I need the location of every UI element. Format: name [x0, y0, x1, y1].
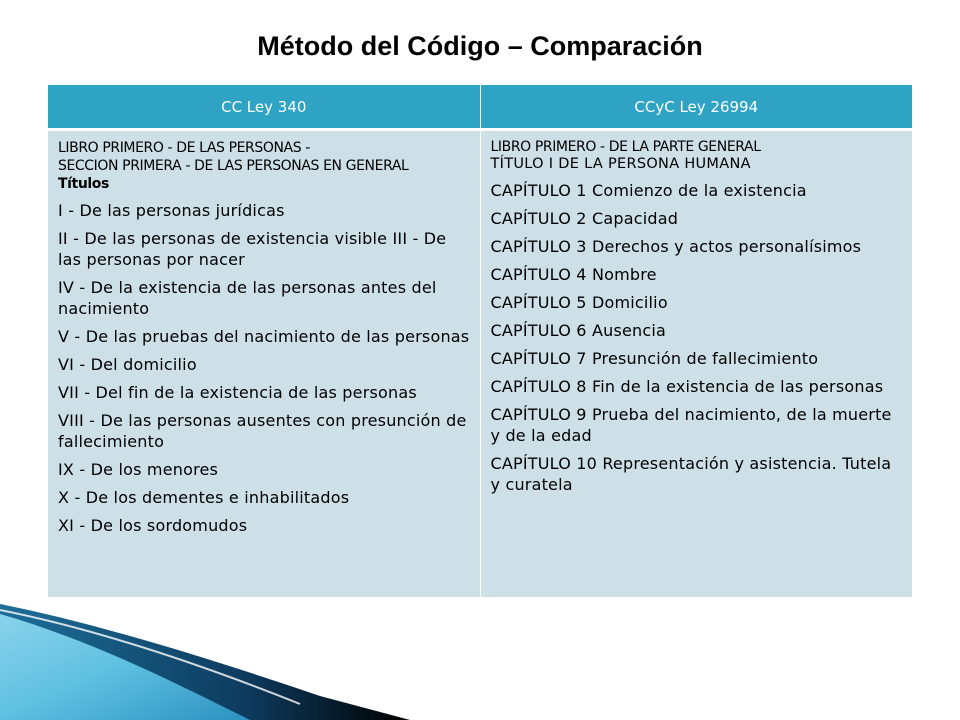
list-item: CAPÍTULO 6 Ausencia — [490, 321, 667, 340]
list-item: IV - De la existencia de las personas antes del nacimiento — [58, 278, 437, 318]
ccyc-heading-line: LIBRO PRIMERO - DE LA PARTE GENERAL — [490, 139, 761, 155]
slide-title: Método del Código – Comparación — [257, 31, 703, 61]
table-row — [48, 130, 912, 598]
cc-heading-line: LIBRO PRIMERO - DE LAS PERSONAS - — [58, 140, 310, 156]
ccyc-heading — [491, 139, 903, 173]
ccyc-heading-line: TÍTULO I DE LA PERSONA HUMANA — [490, 156, 751, 172]
list-item: CAPÍTULO 2 Capacidad — [490, 209, 679, 228]
list-item: X - De los dementes e inhabilitados — [58, 488, 350, 507]
list-item: CAPÍTULO 8 Fin de la existencia de las personas — [490, 377, 884, 396]
list-item: VII - Del fin de la existencia de las personas — [58, 383, 417, 402]
cc-heading — [58, 139, 470, 193]
list-item: CAPÍTULO 5 Domicilio — [490, 293, 668, 312]
cc-subheading: Títulos — [58, 176, 109, 192]
list-item: CAPÍTULO 4 Nombre — [490, 265, 657, 284]
list-item: CAPÍTULO 3 Derechos y actos personalísimos — [490, 237, 862, 256]
list-item: VI - Del domicilio — [58, 355, 197, 374]
list-item: CAPÍTULO 1 Comienzo de la existencia — [490, 181, 807, 200]
column-header-ccyc-ley-26994: CCyC Ley 26994 — [480, 85, 912, 130]
cc-heading-line: SECCION PRIMERA - DE LAS PERSONAS EN GENERAL — [58, 158, 409, 174]
list-item: CAPÍTULO 7 Presunción de fallecimiento — [490, 349, 819, 368]
list-item: CAPÍTULO 9 Prueba del nacimiento, de la muerte y de la edad — [490, 405, 892, 445]
list-item: I - De las personas jurídicas — [58, 201, 285, 220]
list-item: VIII - De las personas ausentes con presunción de fallecimiento — [58, 411, 467, 451]
table-header-row — [48, 85, 912, 130]
corner-swoosh-decoration — [0, 600, 420, 720]
list-item: XI - De los sordomudos — [58, 516, 248, 535]
list-item: IX - De los menores — [58, 460, 219, 479]
column-header-cc-ley-340: CC Ley 340 — [48, 85, 480, 130]
ccyc-ley-26994-cell — [480, 130, 912, 598]
list-item: V - De las pruebas del nacimiento de las personas — [58, 327, 470, 346]
list-item: II - De las personas de existencia visible III - De las personas por nacer — [58, 229, 447, 269]
cc-ley-340-cell — [48, 130, 480, 598]
list-item: CAPÍTULO 10 Representación y asistencia. Tutela y curatela — [490, 454, 892, 494]
comparison-table — [48, 85, 912, 597]
